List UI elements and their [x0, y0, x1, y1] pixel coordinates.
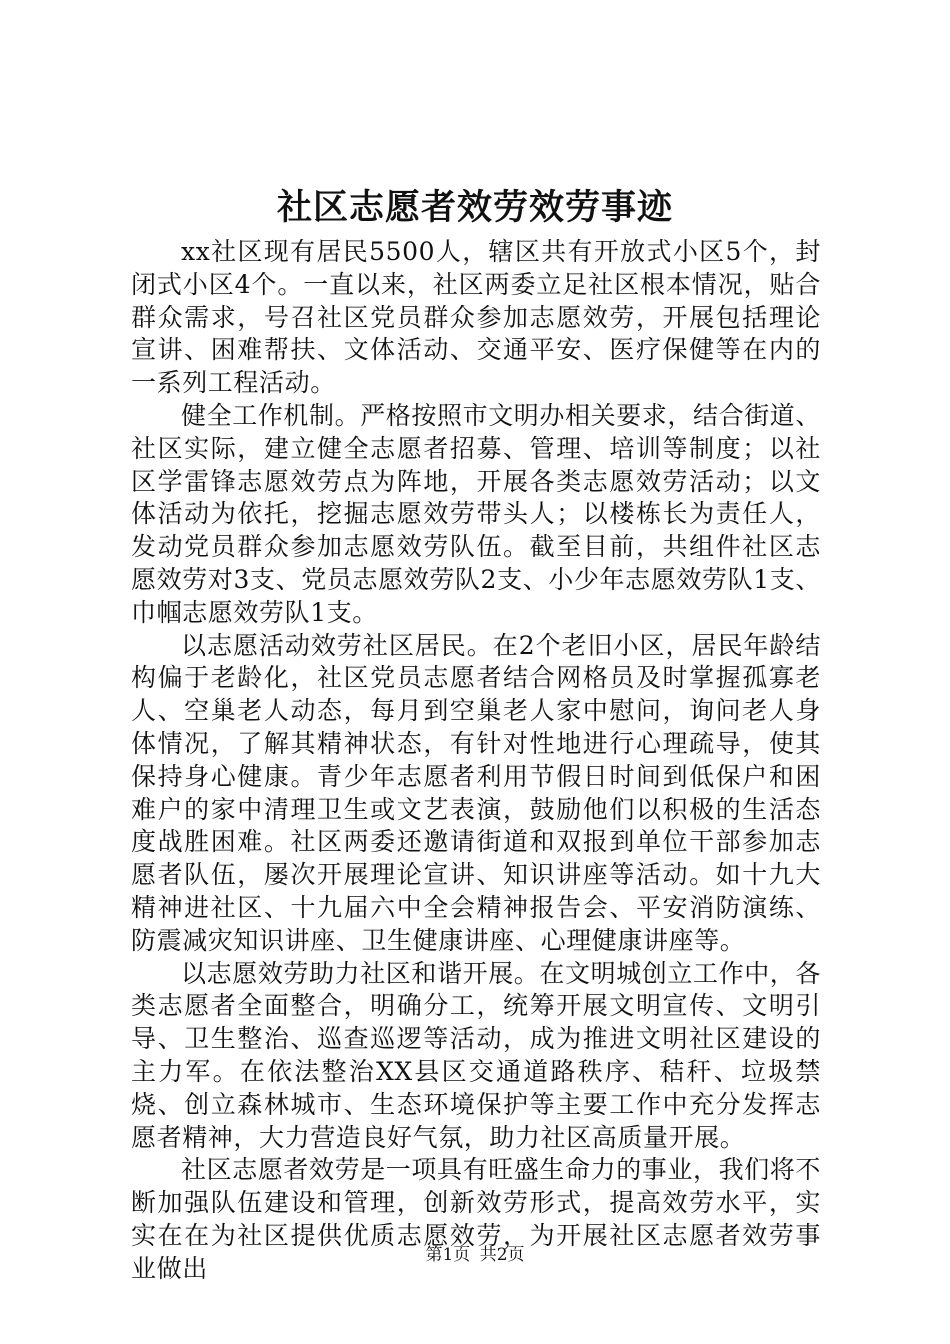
paragraph-harmonious-development: 以志愿效劳助力社区和谐开展。在文明城创立工作中，各类志愿者全面整合，明确分工，统筹开展文明宣传、文明引导、卫生整治、巡查巡逻等活动，成为推进文明社区建设的主力军。在依法整治XX县区交通道路秩序、秸秆、垃圾禁烧、创立森林城市、生态环境保护等主要工作中充分发挥志愿者精神，大力营造良好气氛，助力社区高质量开展。: [131, 958, 822, 1152]
paragraph-serve-residents: 以志愿活动效劳社区居民。在2个老旧小区，居民年龄结构偏于老龄化，社区党员志愿者结合网格员及时掌握孤寡老人、空巢老人动态，每月到空巢老人家中慰问，询问老人身体情况，了解其精神状态，有针对性地进行心理疏导，使其保持身心健康。青少年志愿者利用节假日时间到低保户和困难户的家中清理卫生或文艺表演，鼓励他们以积极的生活态度战胜困难。社区两委还邀请街道和双报到单位干部参加志愿者队伍，屡次开展理论宣讲、知识讲座等活动。如十九大精神进社区、十九届六中全会精神报告会、平安消防演练、防震减灾知识讲座、卫生健康讲座、心理健康讲座等。: [131, 630, 821, 955]
document-title: 社区志愿者效劳效劳事迹: [276, 187, 673, 228]
page-number: 第1页: [425, 1245, 471, 1265]
document-body: [131, 236, 821, 1286]
paragraph-intro: xx社区现有居民5500人，辖区共有开放式小区5个，封闭式小区4个。一直以来，社区两委立足社区根本情况，贴合群众需求，号召社区党员群众参加志愿效劳，开展包括理论宣讲、困难帮扶、文体活动、交通平安、医疗保健等在内的一系列工程活动。: [131, 237, 821, 398]
paragraph-conclusion: 社区志愿者效劳是一项具有旺盛生命力的事业，我们将不断加强队伍建设和管理，创新效劳形式，提高效劳水平，实实在在为社区提供优质志愿效劳，为开展社区志愿者效劳事业做出: [131, 1155, 822, 1283]
page-footer: [0, 1244, 950, 1266]
paragraph-work-mechanism: 健全工作机制。严格按照市文明办相关要求，结合街道、社区实际，建立健全志愿者招募、管理、培训等制度；以社区学雷锋志愿效劳点为阵地，开展各类志愿效劳活动；以文体活动为依托，挖掘志愿效劳带头人；以楼栋长为责任人，发动党员群众参加志愿效劳队伍。截至目前，共组件社区志愿效劳对3支、党员志愿效劳队2支、小少年志愿效劳队1支、巾帼志愿效劳队1支。: [131, 400, 822, 627]
page-total: 共2页: [479, 1245, 525, 1265]
